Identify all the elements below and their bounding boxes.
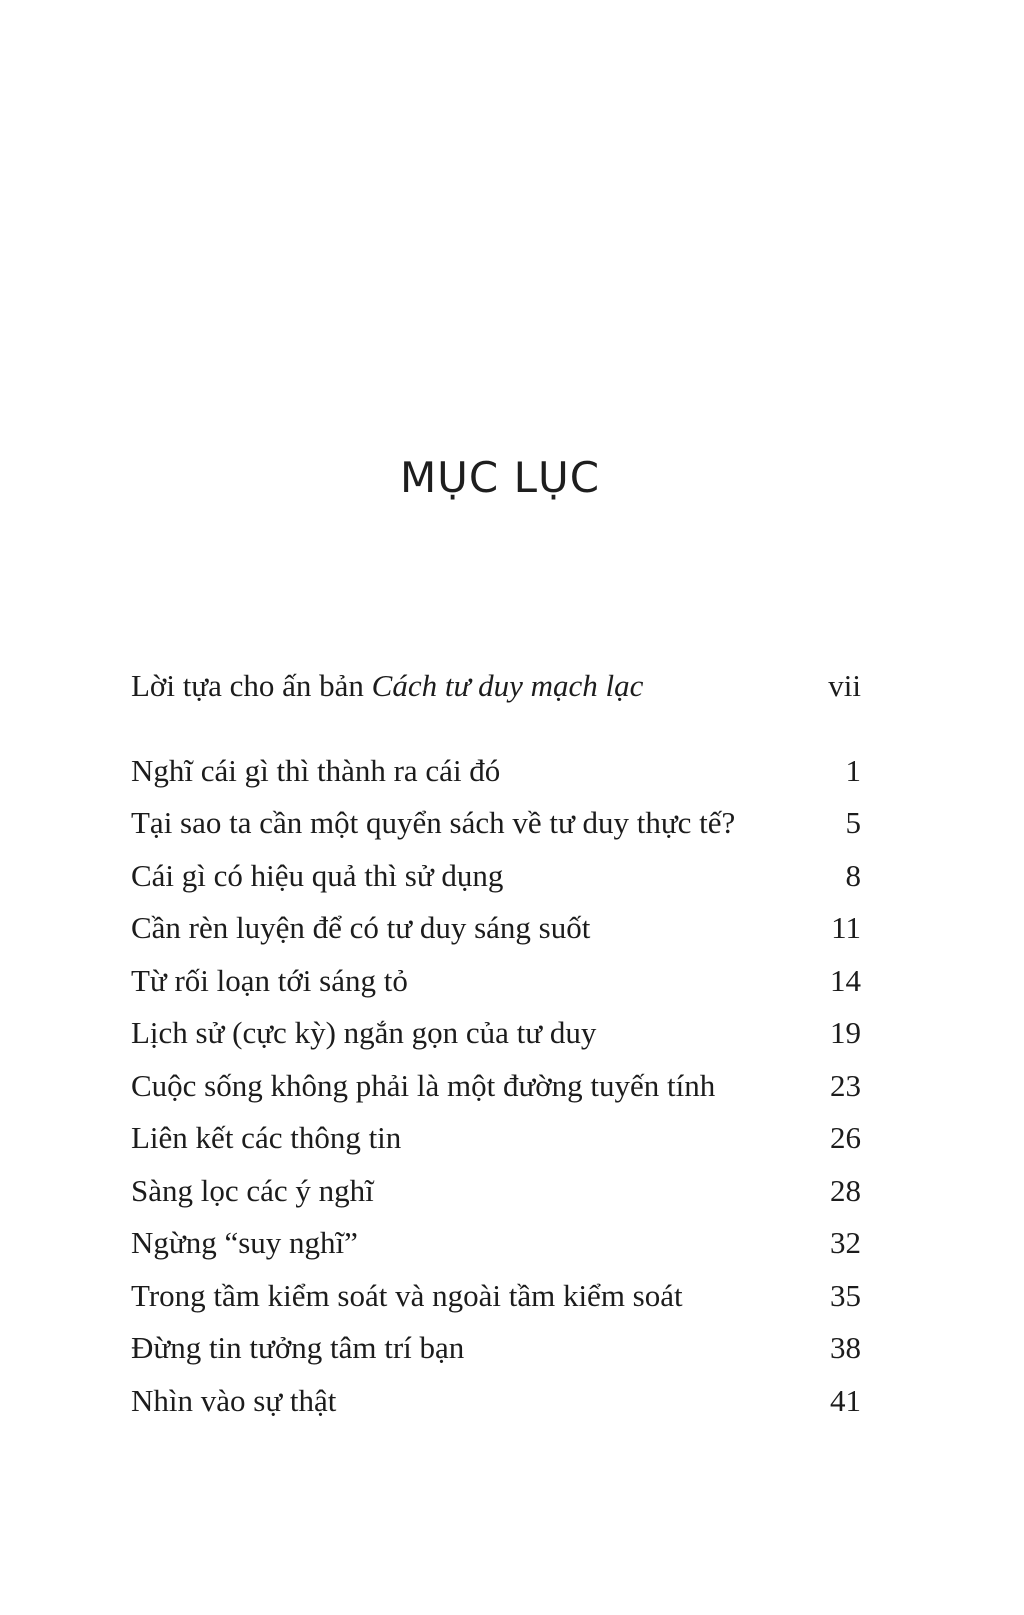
toc-entry-label: Trong tầm kiểm soát và ngoài tầm kiểm soát (131, 1277, 683, 1313)
toc-entry-label: Liên kết các thông tin (131, 1120, 402, 1155)
toc-entry-label: Tại sao ta cần một quyển sách về tư duy thực tế? (131, 805, 736, 840)
toc-page-number: 38 (830, 1330, 861, 1365)
toc-entry-label: Đừng tin tưởng tâm trí bạn (131, 1330, 465, 1365)
toc-entry[interactable] (131, 1322, 861, 1375)
toc-page-number: 23 (830, 1067, 861, 1103)
toc-page-number: 35 (830, 1277, 861, 1313)
toc-page-number: 41 (830, 1382, 861, 1418)
toc-entry[interactable] (131, 797, 861, 850)
preface-book-title: Cách tư duy mạch lạc (371, 668, 644, 703)
toc-page-number: 26 (830, 1120, 861, 1155)
toc-page-number: 28 (830, 1172, 861, 1208)
toc-page-number: 19 (830, 1015, 861, 1050)
toc-entry-preface[interactable] (131, 660, 861, 713)
toc-entry[interactable] (131, 1060, 861, 1113)
toc-entry[interactable] (131, 1217, 861, 1270)
toc-entry-label: Sàng lọc các ý nghĩ (131, 1172, 374, 1208)
toc-entry[interactable] (131, 1270, 861, 1323)
toc-entry[interactable] (131, 1165, 861, 1218)
toc-entry-label (131, 660, 643, 713)
toc-entry[interactable] (131, 1007, 861, 1060)
toc-page-number: 11 (831, 910, 861, 945)
toc-entry[interactable] (131, 745, 861, 798)
toc-entry-label: Cần rèn luyện để có tư duy sáng suốt (131, 910, 591, 945)
page-title: MỤC LỤC (399, 453, 601, 502)
toc-entry-label: Cái gì có hiệu quả thì sử dụng (131, 857, 504, 893)
table-of-contents (131, 660, 861, 1427)
toc-page-number: 32 (830, 1225, 861, 1260)
toc-entry[interactable] (131, 1112, 861, 1165)
toc-page-number: 14 (830, 962, 861, 998)
toc-entry-label: Nghĩ cái gì thì thành ra cái đó (131, 752, 501, 788)
toc-page-number: 1 (845, 752, 861, 788)
toc-entry-label: Nhìn vào sự thật (131, 1382, 337, 1418)
toc-entry-label: Lịch sử (cực kỳ) ngắn gọn của tư duy (131, 1015, 597, 1050)
toc-entry[interactable] (131, 902, 861, 955)
toc-page-number: 5 (845, 805, 861, 840)
toc-entry-label: Ngừng “suy nghĩ” (131, 1225, 358, 1260)
toc-entry[interactable] (131, 955, 861, 1008)
preface-label-prefix: Lời tựa cho ấn bản (131, 668, 372, 703)
toc-page-number: 8 (845, 857, 861, 893)
toc-entry[interactable] (131, 1375, 861, 1428)
toc-page-number: vii (828, 668, 861, 703)
toc-entry-label: Từ rối loạn tới sáng tỏ (131, 962, 408, 998)
toc-entry-label: Cuộc sống không phải là một đường tuyến tính (131, 1067, 716, 1103)
toc-entry[interactable] (131, 850, 861, 903)
